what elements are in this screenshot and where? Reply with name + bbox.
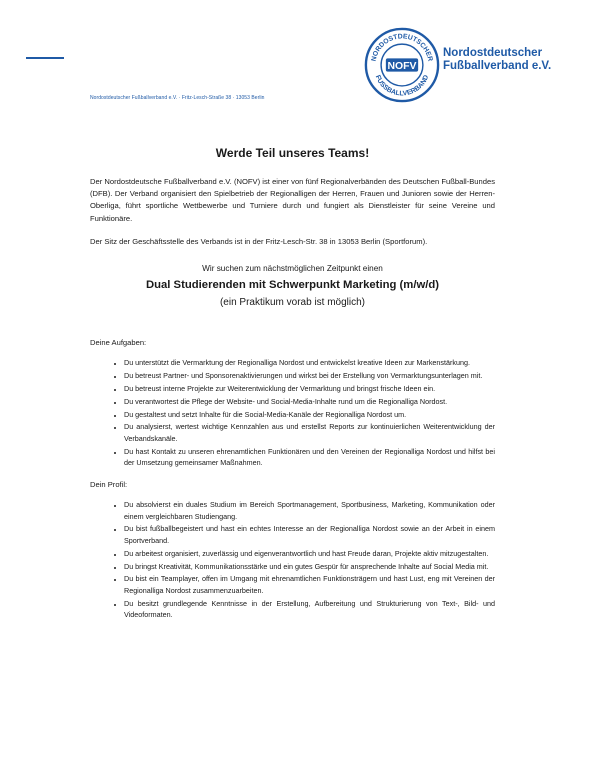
job-intro: Wir suchen zum nächstmöglichen Zeitpunkt einen	[202, 264, 383, 274]
header-accent-line	[26, 57, 64, 59]
sender-address-line: Nordostdeutscher Fußballverband e.V. · Fritz-Lesch-Straße 38 · 13053 Berlin	[90, 95, 265, 101]
tasks-list	[90, 357, 495, 468]
brand-line-2: Fußballverband e.V.	[443, 60, 552, 72]
task-item: • Du analysierst, wertest wichtige Kennzahlen aus und erstellst Reports zur kontinuierlichen Weiterentwicklung der Verbandskanäle.	[124, 421, 495, 444]
job-title: Dual Studierenden mit Schwerpunkt Marketing (m/w/d)	[145, 279, 440, 292]
task-item: • Du unterstützt die Vermarktung der Regionalliga Nordost und entwickelst kreative Ideen zur Markenstärkung.	[124, 357, 495, 368]
brand-name	[443, 47, 551, 73]
profile-item: • Du arbeitest organisiert, zuverlässig und eigenverantwortlich und hast Freude daran, Projekte aktiv mitzugestalten.	[124, 548, 495, 559]
intro-paragraph-2: Der Sitz der Geschäftsstelle des Verbands ist in der Fritz-Lesch-Str. 38 in 13053 Berlin (Sportforum).	[90, 236, 428, 246]
job-subtitle: (ein Praktikum vorab ist möglich)	[219, 297, 366, 309]
tasks-heading: Deine Aufgaben:	[90, 338, 147, 348]
nofv-logo	[364, 27, 440, 103]
document-body	[90, 146, 495, 632]
task-item: • Du hast Kontakt zu unseren ehrenamtlichen Funktionären und den Vereinen der Regionalliga Nordost und hilfst bei der Umsetzung gemeinsamer Maßnahmen.	[124, 446, 495, 469]
profile-item: • Du absolvierst ein duales Studium im Bereich Sportmanagement, Sportbusiness, Marketing, Kommunikation oder einem vergleichbaren Studiengang.	[124, 499, 495, 522]
profile-item: • Du bringst Kreativität, Kommunikationsstärke und ein gutes Gespür für ansprechende Inhalte auf Social Media mit.	[124, 561, 495, 572]
task-item: • Du betreust Partner- und Sponsorenaktivierungen und wirkst bei der Erstellung von Vermarktungsunterlagen mit.	[124, 370, 495, 381]
profile-heading: Dein Profil:	[90, 480, 128, 490]
logo-ring-bottom-text: FUSSBALLVERBAND	[373, 74, 431, 98]
profile-list	[90, 499, 495, 620]
task-item: • Du betreust interne Projekte zur Weiterentwicklung der Vermarktung und bringst frische Ideen ein.	[124, 383, 495, 394]
task-item: • Du verantwortest die Pflege der Website- und Social-Media-Inhalte rund um die Regionalliga Nordost.	[124, 396, 495, 407]
logo-center-text: NOFV	[387, 60, 417, 72]
task-item: • Du gestaltest und setzt Inhalte für die Social-Media-Kanäle der Regionalliga Nordost um.	[124, 409, 495, 420]
brand-line-1: Nordostdeutscher	[443, 47, 543, 59]
profile-item: • Du bist fußballbegeistert und hast ein echtes Interesse an der Regionalliga Nordost sowie an der Arbeit in einem Sportverband.	[124, 523, 495, 546]
profile-item: • Du bist ein Teamplayer, offen im Umgang mit ehrenamtlichen Funktionsträgern und hast Lust, eng mit Vereinen der Regionalliga Nordost zusammenzuarbeiten.	[124, 573, 495, 596]
intro-paragraph-1: Der Nordostdeutsche Fußballverband e.V. (NOFV) ist einer von fünf Regionalverbänden des Deutschen Fußball-Bundes (DFB). Der Verband organisiert den Spielbetrieb der Regionalligen der Herren, Frauen und Junioren sowie der Herren-Oberliga, führt sportliche Wettbewerbe und Turniere durch und fungiert als Dienstleister für seine Vereine und Funktionäre.	[90, 177, 495, 223]
profile-item: • Du besitzt grundlegende Kenntnisse in der Erstellung, Aufbereitung und Strukturierung von Text-, Bild- und Videoformaten.	[124, 598, 495, 621]
logo-ring-top-text: NORDOSTDEUTSCHER	[370, 33, 434, 63]
page-title: Werde Teil unseres Teams!	[215, 146, 370, 160]
